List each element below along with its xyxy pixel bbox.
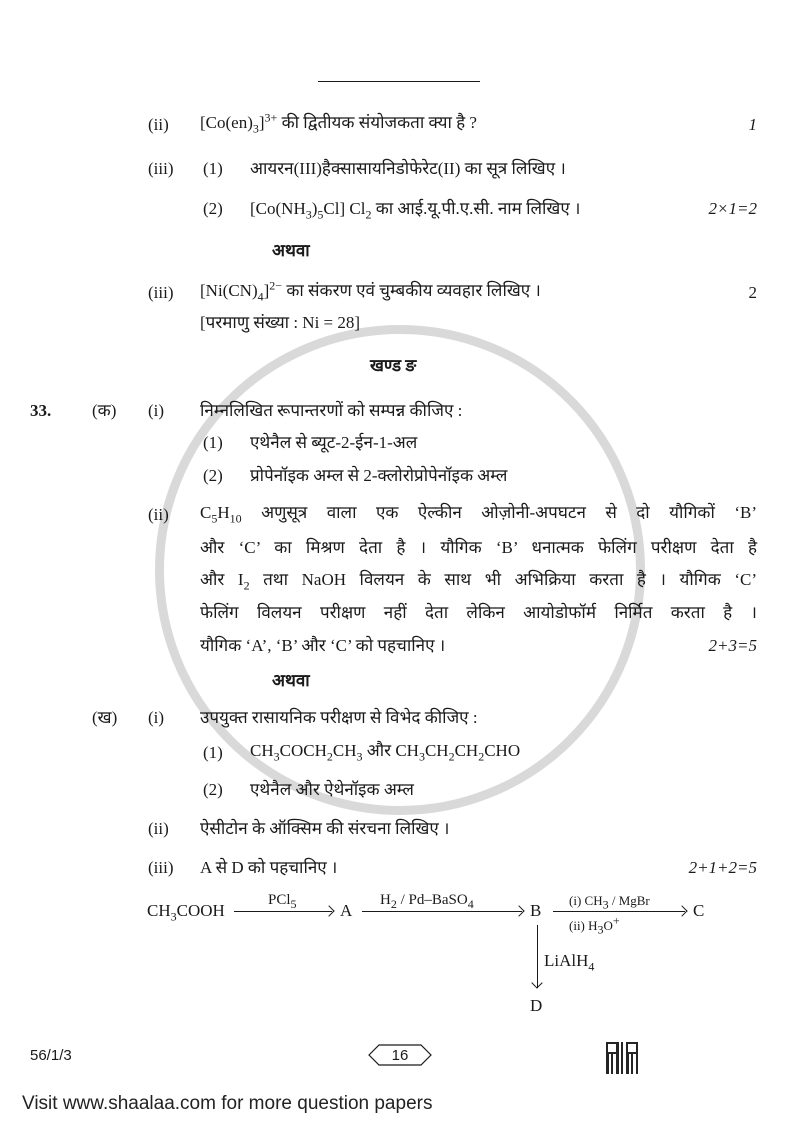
paragraph-line [200, 604, 757, 621]
option-label: (क) [92, 401, 117, 420]
subscript: 3 [273, 749, 280, 764]
paragraph-line [200, 503, 757, 526]
part-num: (2) [203, 466, 223, 485]
text-segment: CHO [484, 741, 521, 760]
reagent [544, 951, 595, 974]
question-text [250, 741, 521, 764]
subscript: 5 [290, 897, 297, 911]
subscript: 5 [211, 511, 218, 526]
compound-a: A [340, 901, 353, 920]
text-segment: ) [311, 199, 318, 218]
subscript: 3 [602, 897, 609, 912]
text-segment: फेलिंग विलयन परीक्षण नहीं देता लेकिन आयोडोफॉर्म निर्मित करता है । [200, 603, 757, 622]
question-text [200, 278, 541, 304]
text-segment: / Pd–BaSO [396, 892, 468, 908]
page-number: 16 [391, 1047, 409, 1064]
reagent [380, 892, 474, 911]
text-segment: CH [250, 741, 274, 760]
text-segment: CH [147, 901, 171, 920]
q-num: (ii) [148, 115, 169, 134]
arrow-icon [234, 911, 332, 912]
reactant [147, 901, 225, 924]
part-num: (1) [203, 159, 223, 178]
text-segment: यौगिक ‘A’, ‘B’ और ‘C’ को पहचानिए । [200, 636, 446, 655]
subscript: 4 [257, 289, 264, 304]
q-number: 33. [30, 401, 52, 420]
subscript: 4 [467, 897, 474, 911]
q-num: (iii) [148, 283, 174, 302]
subscript: 2 [243, 578, 250, 593]
text-segment: H [380, 892, 391, 908]
subscript: 3 [597, 922, 604, 937]
q-num: (iii) [148, 159, 174, 178]
subscript: 3 [252, 121, 259, 136]
text-segment: CH [424, 741, 449, 760]
q-num: (ii) [148, 819, 169, 838]
text-segment: Cl] Cl [323, 199, 366, 218]
text-segment: PCl [268, 892, 291, 908]
paragraph-line [200, 637, 445, 654]
text-segment: की द्वितीयक संयोजकता क्या है ? [277, 113, 477, 132]
part-num: (2) [203, 199, 223, 218]
question-text: ऐसीटोन के ऑक्सिम की संरचना लिखिए । [200, 819, 450, 838]
question-text [250, 199, 581, 222]
marks: 2 [748, 283, 757, 302]
marks: 2+3=5 [708, 636, 757, 655]
paragraph-line [200, 539, 757, 556]
section-heading: खण्ड ङ [370, 356, 417, 375]
paper-code: 56/1/3 [30, 1047, 72, 1064]
top-rule [318, 81, 480, 82]
text-segment: LiAlH [544, 951, 589, 970]
question-text: आयरन(III)हैक्सासायनिडोफेरेट(II) का सूत्र लिखिए । [250, 159, 566, 178]
text-segment: तथा NaOH विलयन के साथ भी अभिक्रिया करता है । यौगिक ‘C’ [249, 570, 757, 589]
question-text: प्रोपेनॉइक अम्ल से 2-क्लोरोप्रोपेनॉइक अम्ल [250, 466, 508, 485]
text-segment: और ‘C’ का मिश्रण देता है । यौगिक ‘B’ धनात्मक फेलिंग परीक्षण देता है [200, 538, 757, 557]
compound-d: D [530, 996, 543, 1015]
qr-code-icon [606, 1042, 638, 1074]
marks: 2+1+2=5 [688, 858, 757, 877]
marks: 2×1=2 [708, 199, 757, 218]
subscript: 5 [317, 207, 324, 222]
subscript: 3 [418, 749, 425, 764]
text-segment: O [603, 918, 613, 933]
text-segment: H [217, 503, 230, 522]
text-segment: COOH [176, 901, 225, 920]
note-text: [परमाणु संख्या : Ni = 28] [200, 313, 361, 332]
text-segment: अणुसूत्र वाला एक ऐल्कीन ओज़ोनी-अपघटन से दो यौगिकों ‘B’ [241, 503, 757, 522]
question-text: निम्नलिखित रूपान्तरणों को सम्पन्न कीजिए : [200, 401, 463, 420]
part-num: (1) [203, 433, 223, 452]
subscript: 2 [365, 207, 372, 222]
part-num: (1) [203, 743, 223, 762]
text-segment: / MgBr [608, 893, 650, 908]
subscript: 2 [448, 749, 455, 764]
text-segment: ] [258, 113, 265, 132]
option-label: (ख) [92, 708, 118, 727]
visit-link[interactable]: Visit www.shaalaa.com for more question papers [22, 1093, 433, 1114]
text-segment: [Co(NH [250, 199, 306, 218]
question-text: A से D को पहचानिए । [200, 858, 338, 877]
text-segment: [Co(en) [200, 113, 253, 132]
q-num: (i) [148, 401, 165, 420]
subscript: 2 [390, 897, 397, 911]
text-segment: CH [454, 741, 479, 760]
arrow-icon [362, 911, 522, 912]
compound-b: B [530, 901, 542, 920]
subscript: 2 [478, 749, 485, 764]
q-num: (i) [148, 708, 165, 727]
marks: 1 [748, 115, 757, 134]
compound-c: C [693, 901, 705, 920]
question-text [200, 110, 477, 136]
superscript: + [612, 913, 620, 928]
arrowhead-icon [531, 977, 542, 988]
question-text: एथेनैल और ऐथेनॉइक अम्ल [250, 780, 414, 799]
subscript: 3 [170, 909, 177, 924]
subscript: 10 [229, 511, 242, 526]
subscript: 3 [305, 207, 312, 222]
text-segment: का संकरण एवं चुम्बकीय व्यवहार लिखिए । [282, 281, 541, 300]
or-heading: अथवा [272, 671, 310, 690]
text-segment: ] [263, 281, 270, 300]
subscript: 3 [356, 749, 363, 764]
text-segment: (i) CH [569, 893, 603, 908]
subscript: 2 [326, 749, 333, 764]
or-heading: अथवा [272, 241, 310, 260]
reagent [569, 913, 620, 937]
superscript: 2− [269, 278, 283, 293]
text-segment: CH [332, 741, 357, 760]
question-text: उपयुक्त रासायनिक परीक्षण से विभेद कीजिए : [200, 708, 478, 727]
text-segment: COCH [279, 741, 327, 760]
text-segment: और CH [362, 741, 419, 760]
part-num: (2) [203, 780, 223, 799]
text-segment: और I [200, 570, 244, 589]
text-segment: [Ni(CN) [200, 281, 258, 300]
paragraph-line [200, 570, 757, 593]
subscript: 4 [588, 959, 595, 974]
text-segment: (ii) H [569, 918, 598, 933]
text-segment: का आई.यू.पी.ए.सी. नाम लिखिए । [371, 199, 581, 218]
arrow-icon [553, 911, 685, 912]
q-num: (iii) [148, 858, 174, 877]
reagent [268, 892, 297, 911]
question-text: एथेनैल से ब्यूट-2-ईन-1-अल [250, 433, 418, 452]
q-num: (ii) [148, 505, 169, 524]
superscript: 3+ [264, 110, 278, 125]
reagent [569, 893, 650, 912]
text-segment: C [200, 503, 212, 522]
